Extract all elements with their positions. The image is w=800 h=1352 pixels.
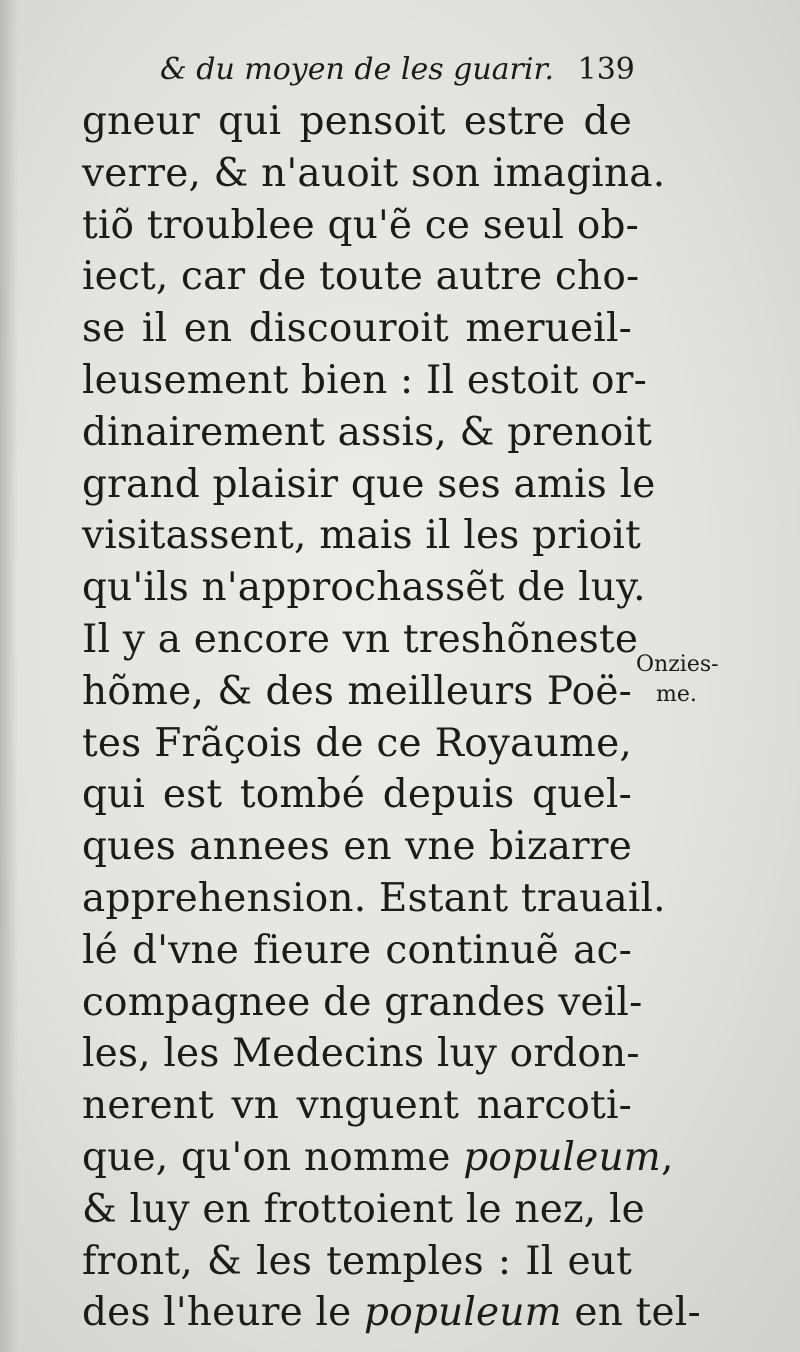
text-line: iect, car de toute autre cho-	[82, 254, 640, 300]
margin-note	[636, 650, 719, 710]
text-line	[82, 1132, 674, 1184]
text-line: apprehension. Estant trauail.	[82, 875, 666, 921]
italic-term: populeum	[463, 1134, 661, 1180]
text-line: les, les Medecins luy ordon-	[82, 1031, 640, 1077]
text-line: qui est tombé depuis quel-	[82, 772, 632, 818]
running-header	[160, 52, 635, 87]
running-title: & du moyen de les guarir.	[160, 52, 555, 87]
text-line: verre, & n'auoit son imagina.	[82, 150, 666, 196]
italic-term: populeum	[364, 1290, 562, 1336]
text-segment: ,	[660, 1134, 674, 1180]
text-segment: en tel-	[561, 1290, 701, 1336]
margin-note-line: me.	[656, 682, 697, 707]
text-line: front, & les temples : Il eut	[82, 1238, 632, 1284]
text-line: qu'ils n'approchassẽt de luy.	[82, 565, 646, 611]
text-line: leusement bien : Il estoit or-	[82, 357, 647, 403]
text-line: tes Frãçois de ce Royaume,	[82, 720, 632, 766]
text-line: grand plaisir que ses amis le	[82, 461, 656, 507]
text-line: ques annees en vne bizarre	[82, 824, 632, 870]
page-number: 139	[577, 52, 635, 87]
text-line: compagnee de grandes veil-	[82, 979, 643, 1025]
text-line: tiõ troublee qu'ẽ ce seul ob-	[82, 202, 640, 248]
text-line: Il y a encore vn treshõneste	[82, 616, 639, 662]
text-line: visitassent, mais il les prioit	[82, 513, 641, 559]
text-line: se il en discouroit merueil-	[82, 306, 632, 352]
text-line: dinairement assis, & prenoit	[82, 409, 652, 455]
text-segment: que, qu'on nomme	[82, 1134, 464, 1180]
text-segment: des l'heure le	[82, 1290, 365, 1336]
text-line: lé d'vne fieure continuẽ ac-	[82, 927, 632, 973]
margin-note-line: Onzies-	[636, 652, 719, 677]
text-line: hõme, & des meilleurs Poë-	[82, 668, 632, 714]
text-line	[82, 1287, 701, 1339]
page-gutter-shadow	[0, 0, 18, 1352]
text-line: nerent vn vnguent narcoti-	[82, 1083, 632, 1129]
text-line: & luy en frottoient le nez, le	[82, 1186, 645, 1232]
text-line: gneur qui pensoit estre de	[82, 99, 632, 144]
